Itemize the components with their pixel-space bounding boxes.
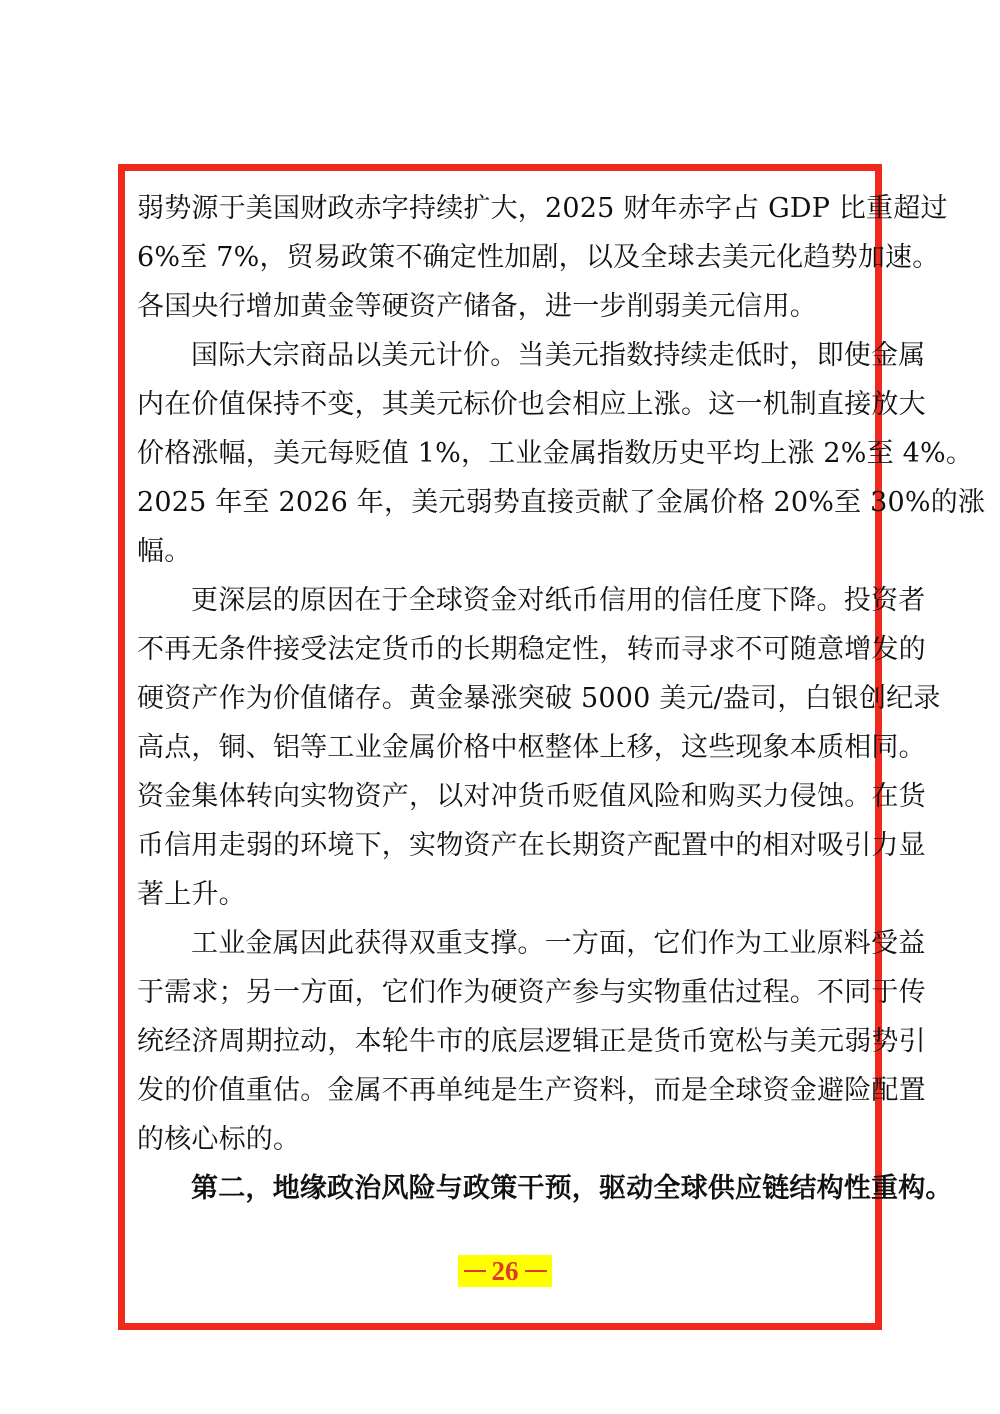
text-line: 价格涨幅，美元每贬值 1%，工业金属指数历史平均上涨 2%至 4%。 bbox=[137, 438, 974, 469]
text-line: 不再无条件接受法定货币的长期稳定性，转而寻求不可随意增发的 bbox=[137, 634, 926, 665]
paragraph-first-line: 更深层的原因在于全球资金对纸币信用的信任度下降。投资者 bbox=[191, 585, 926, 616]
text-line: 硬资产作为价值储存。黄金暴涨突破 5000 美元/盎司，白银创纪录 bbox=[137, 683, 941, 714]
dash-left-icon bbox=[464, 1270, 486, 1272]
text-line: 的核心标的。 bbox=[137, 1124, 301, 1155]
text-line: 6%至 7%，贸易政策不确定性加剧，以及全球去美元化趋势加速。 bbox=[137, 242, 940, 273]
paragraph-first-line: 工业金属因此获得双重支撑。一方面，它们作为工业原料受益 bbox=[191, 928, 926, 959]
text-line: 统经济周期拉动，本轮牛市的底层逻辑正是货币宽松与美元弱势引 bbox=[137, 1026, 926, 1057]
text-line: 幅。 bbox=[137, 536, 192, 567]
text-line: 于需求；另一方面，它们作为硬资产参与实物重估过程。不同于传 bbox=[137, 977, 926, 1008]
text-line: 资金集体转向实物资产，以对冲货币贬值风险和购买力侵蚀。在货 bbox=[137, 781, 926, 812]
text-line: 币信用走弱的环境下，实物资产在长期资产配置中的相对吸引力显 bbox=[137, 830, 926, 861]
text-line: 高点，铜、铝等工业金属价格中枢整体上移，这些现象本质相同。 bbox=[137, 732, 926, 763]
section-heading: 第二，地缘政治风险与政策干预，驱动全球供应链结构性重构。 bbox=[191, 1173, 953, 1204]
page-number-value: 26 bbox=[491, 1256, 519, 1286]
paragraph-first-line: 国际大宗商品以美元计价。当美元指数持续走低时，即使金属 bbox=[191, 340, 926, 371]
text-line: 2025 年至 2026 年，美元弱势直接贡献了金属价格 20%至 30%的涨 bbox=[137, 487, 986, 518]
dash-right-icon bbox=[525, 1270, 547, 1272]
text-line: 弱势源于美国财政赤字持续扩大，2025 财年赤字占 GDP 比重超过 bbox=[137, 193, 948, 224]
text-line: 发的价值重估。金属不再单纯是生产资料，而是全球资金避险配置 bbox=[137, 1075, 926, 1106]
text-line: 各国央行增加黄金等硬资产储备，进一步削弱美元信用。 bbox=[137, 291, 817, 322]
text-line: 著上升。 bbox=[137, 879, 246, 910]
text-line: 内在价值保持不变，其美元标价也会相应上涨。这一机制直接放大 bbox=[137, 389, 926, 420]
page-number bbox=[458, 1255, 552, 1287]
